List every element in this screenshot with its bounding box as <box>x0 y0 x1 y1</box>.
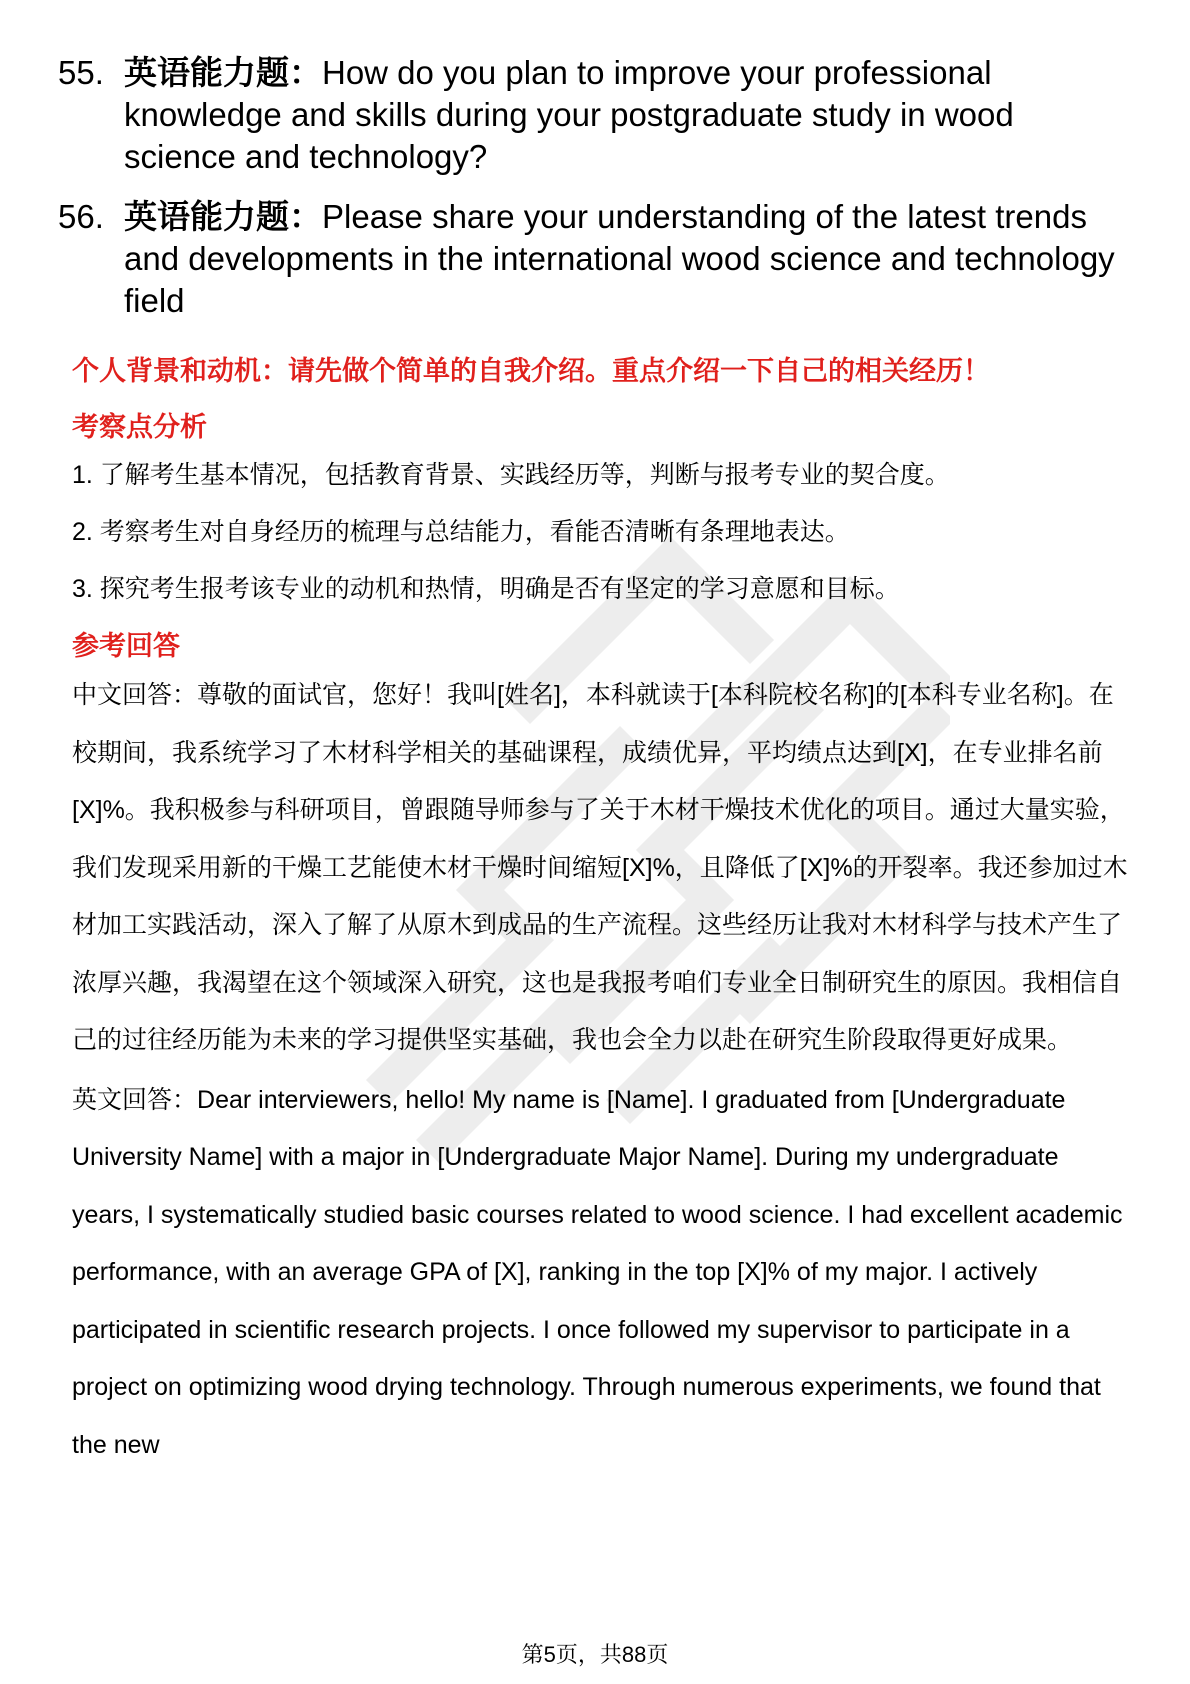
analysis-point: 3. 探究考生报考该专业的动机和热情，明确是否有坚定的学习意愿和目标。 <box>72 575 900 603</box>
page-footer: 第5页，共88页 <box>521 1642 669 1667</box>
question-type: 英语能力题： <box>124 198 322 235</box>
chinese-answer-label: 中文回答： <box>72 681 198 709</box>
question-number: 55. <box>58 54 104 91</box>
main-content <box>72 352 1132 1474</box>
analysis-heading: 考察点分析 <box>72 412 207 442</box>
question-type: 英语能力题： <box>124 54 322 91</box>
english-answer <box>72 1072 1132 1475</box>
motivation-heading: 个人背景和动机：请先做个简单的自我介绍。重点介绍一下自己的相关经历！ <box>72 356 990 386</box>
analysis-point: 1. 了解考生基本情况，包括教育背景、实践经历等，判断与报考专业的契合度。 <box>72 461 950 489</box>
chinese-answer <box>72 667 1132 1070</box>
question-list <box>58 52 1118 340</box>
question-body <box>124 52 1118 178</box>
analysis-list <box>72 456 1132 608</box>
question-text: How do you plan to improve your professional knowledge and skills during your postgraduate study in wood science and technology? <box>124 54 1014 175</box>
english-answer-text: Dear interviewers, hello! My name is [Name]. I graduated from [Undergraduate University Name] with a major in [Undergraduate Major Name]. During my undergraduate years, I systematically studied basic courses related to wood science. I had excellent academic performance, with an average GPA of [X], ranking in the top [X]% of my major. I actively participated in scientific research projects. I once followed my supervisor to participate in a project on optimizing wood drying technology. Through numerous experiments, we found that the new <box>72 1085 1123 1459</box>
question-number: 56. <box>58 198 104 235</box>
analysis-point: 2. 考察考生对自身经历的梳理与总结能力，看能否清晰有条理地表达。 <box>72 518 850 546</box>
english-answer-label: 英文回答： <box>72 1085 198 1114</box>
chinese-answer-text: 尊敬的面试官，您好！我叫[姓名]，本科就读于[本科院校名称]的[本科专业名称]。在校期间，我系统学习了木材科学相关的基础课程，成绩优异，平均绩点达到[X]，在专业排名前[X]%。我积极参与科研项目，曾跟随导师参与了关于木材干燥技术优化的项目。通过大量实验，我们发现采用新的干燥工艺能使木材干燥时间缩短[X]%，且降低了[X]%的开裂率。我还参加过木材加工实践活动，深入了解了从原木到成品的生产流程。这些经历让我对木材科学与技术产生了浓厚兴趣，我渴望在这个领域深入研究，这也是我报考咱们专业全日制研究生的原因。我相信自己的过往经历能为未来的学习提供坚实基础，我也会全力以赴在研究生阶段取得更好成果。 <box>72 681 1128 1054</box>
question-item <box>58 196 1118 322</box>
question-item <box>58 52 1118 178</box>
reference-heading: 参考回答 <box>72 631 180 661</box>
question-text: Please share your understanding of the latest trends and developments in the international wood science and technology field <box>124 198 1115 319</box>
question-body <box>124 196 1118 322</box>
